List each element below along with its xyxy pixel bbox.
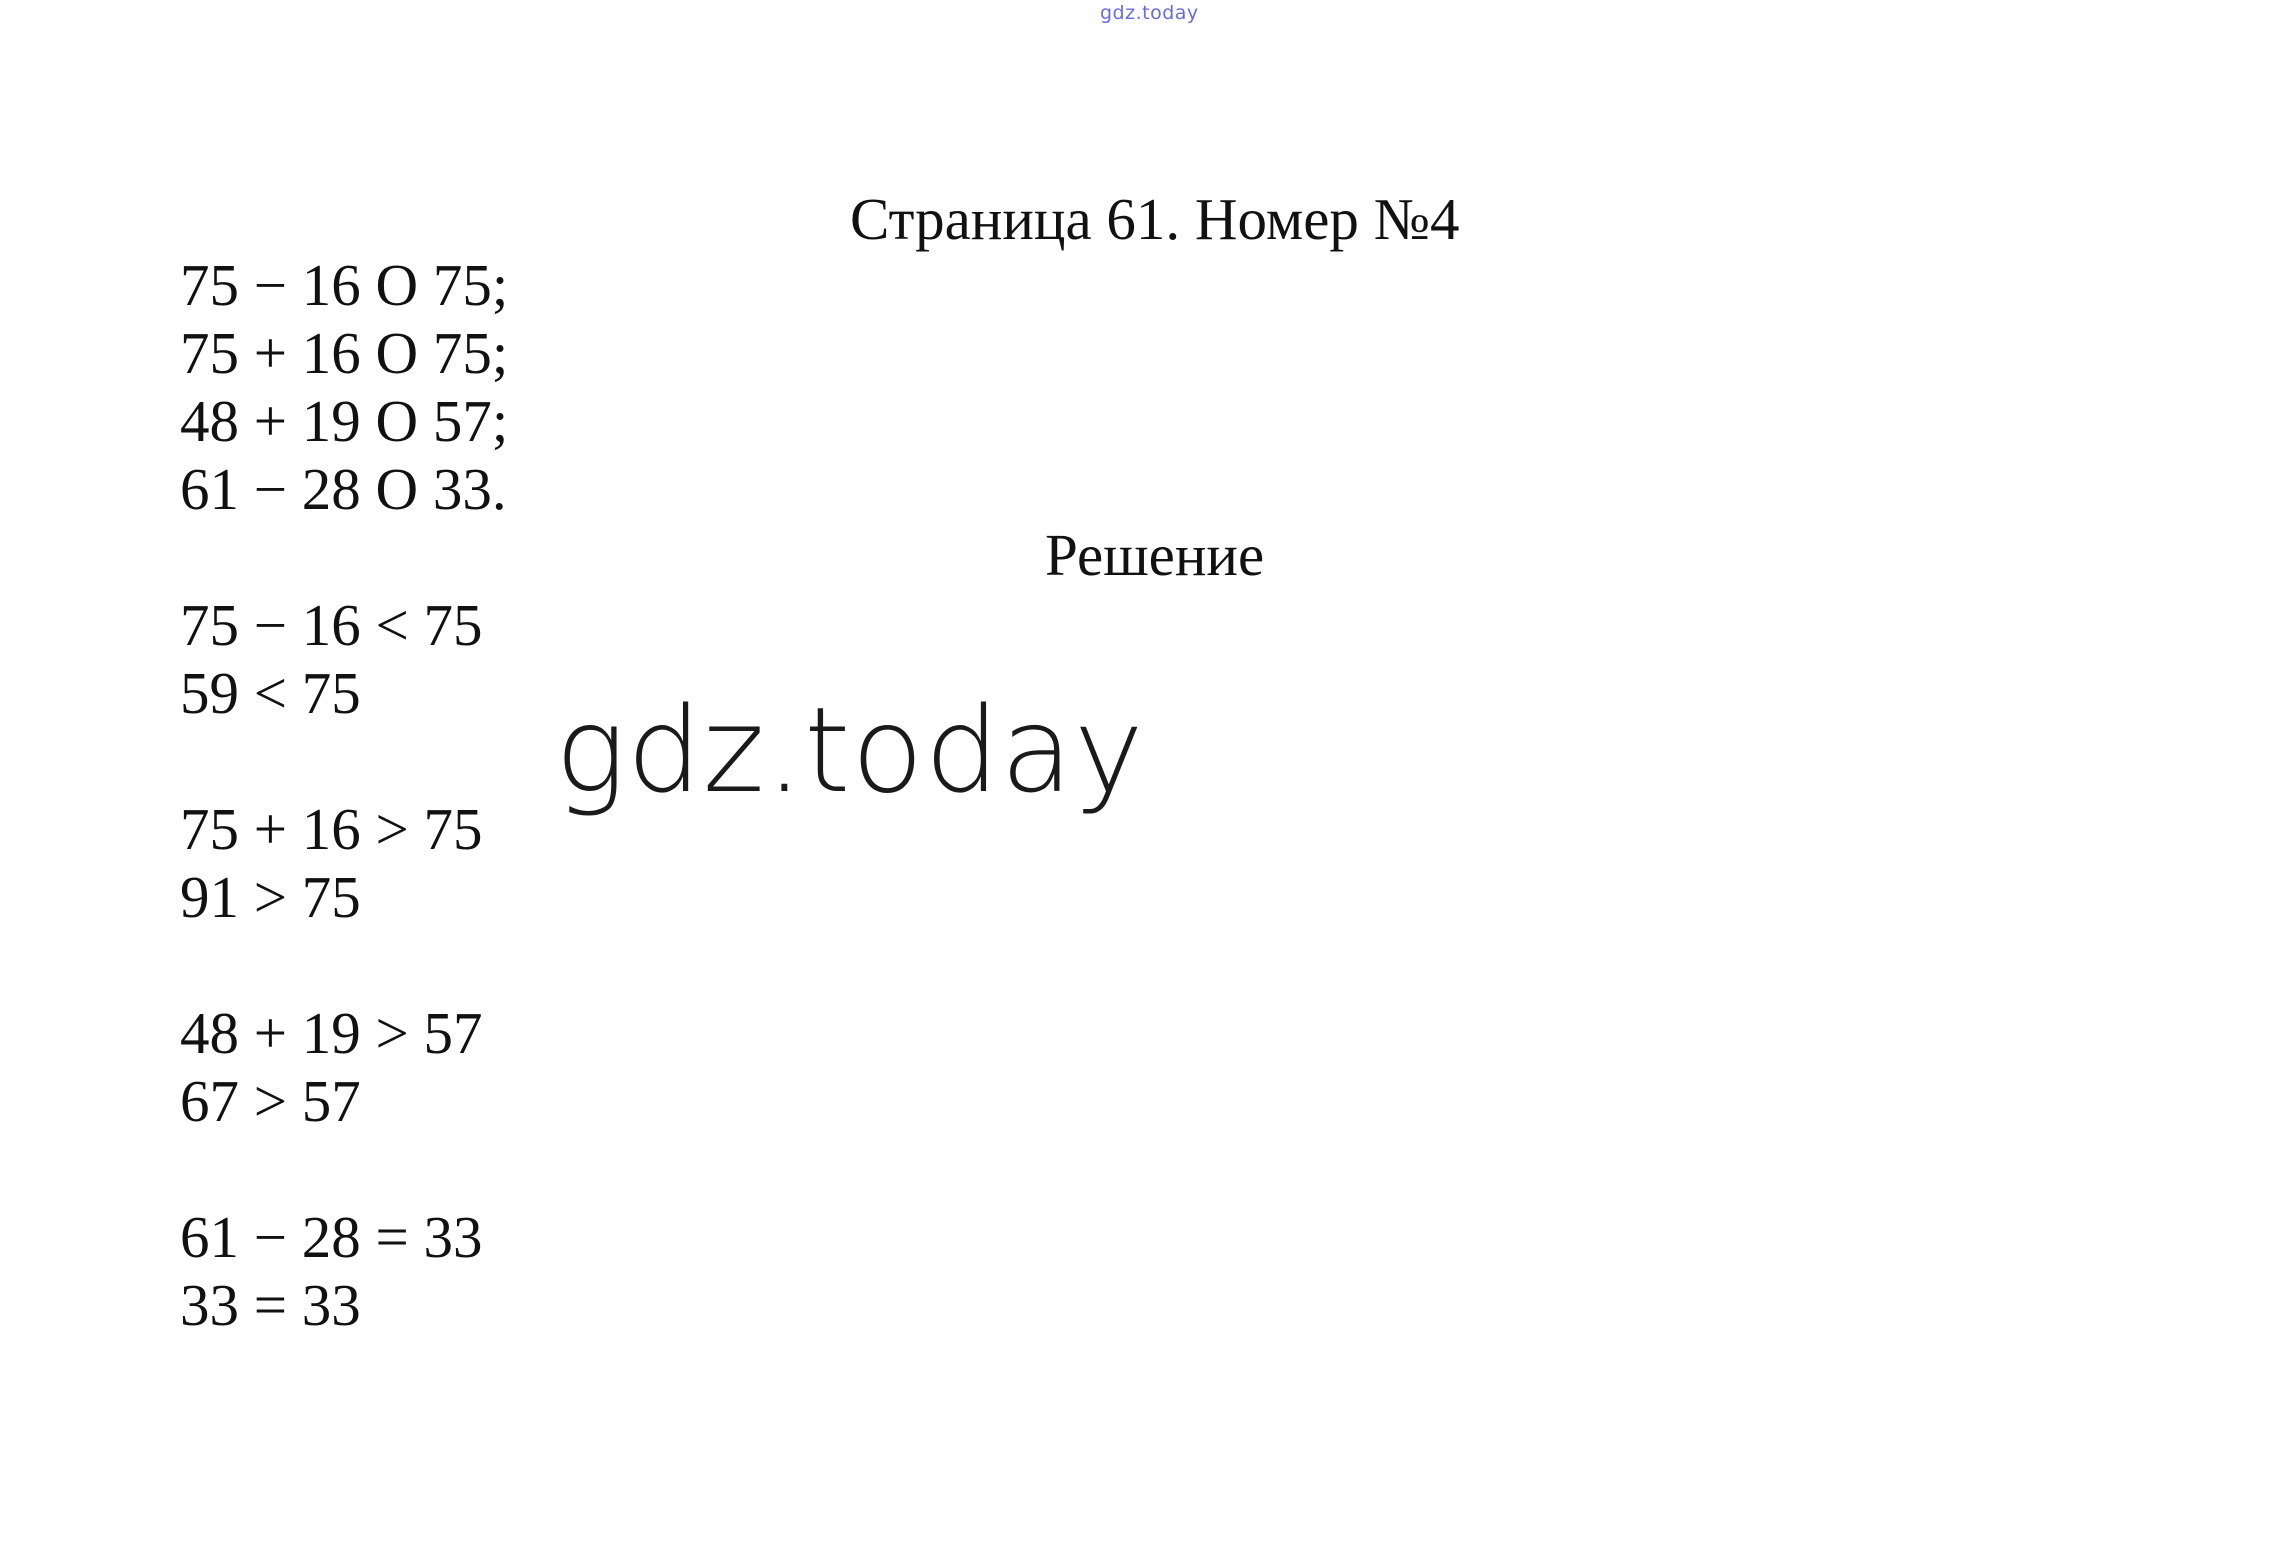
solution-line: 48 + 19 > 57 [180, 1000, 483, 1066]
watermark-top: gdz.today [1100, 2, 1199, 24]
solution-line: 33 = 33 [180, 1272, 361, 1338]
page-title: Страница 61. Номер №4 [850, 186, 1460, 252]
solution-heading: Решение [1045, 522, 1265, 588]
solution-line: 61 − 28 = 33 [180, 1204, 483, 1270]
solution-line: 75 + 16 > 75 [180, 796, 483, 862]
solution-line: 67 > 57 [180, 1068, 361, 1134]
watermark-center: gdz.today [555, 681, 1145, 819]
solution-line: 91 > 75 [180, 864, 361, 930]
task-line: 48 + 19 O 57; [180, 388, 509, 454]
task-line: 75 + 16 O 75; [180, 320, 509, 386]
task-line: 75 − 16 O 75; [180, 252, 509, 318]
solution-line: 75 − 16 < 75 [180, 592, 483, 658]
task-line: 61 − 28 O 33. [180, 456, 507, 522]
solution-line: 59 < 75 [180, 660, 361, 726]
